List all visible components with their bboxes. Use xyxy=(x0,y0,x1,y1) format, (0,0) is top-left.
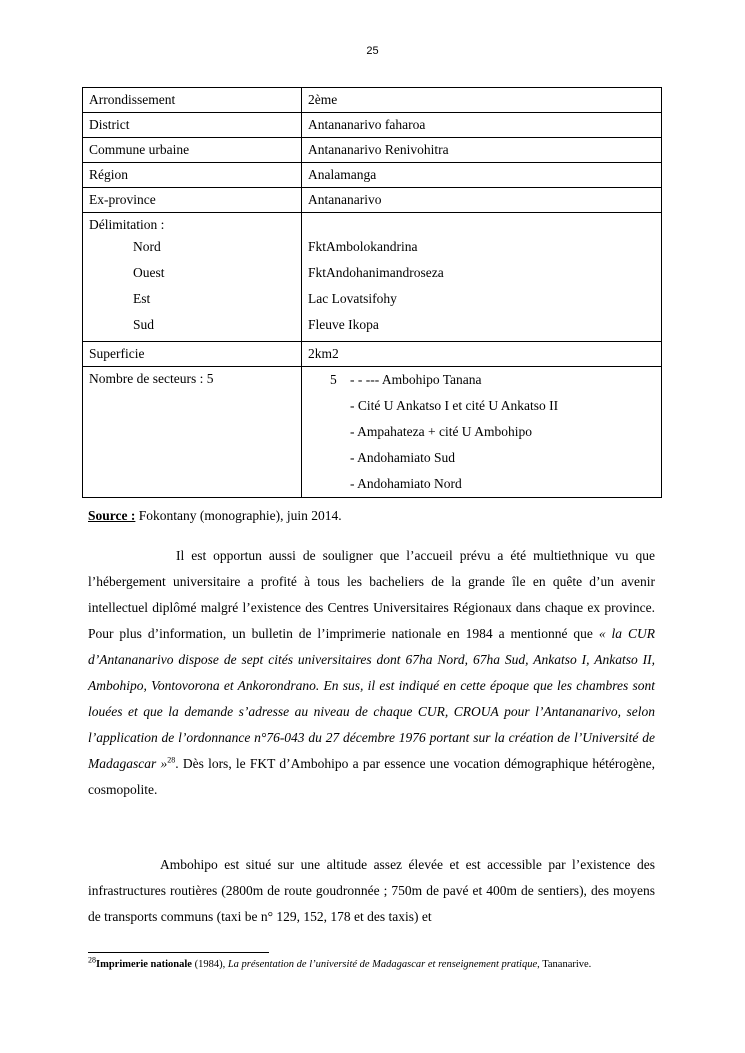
secteur-first: - - --- Ambohipo Tanana xyxy=(350,372,482,387)
paragraph-1-intro: Il est opportun aussi de souligner que l’accueil prévu a été multiethnique vu que l’hébergement universitaire a profité à tous les bacheliers de la grande île en quête d’un avenir intellectuel diplômé malgré l’existence des Centres Universitaires Régionaux dans chaque ex province. Pour plus d’information, un bulletin de l’imprimerie nationale en 1984 a mentionné que xyxy=(88,548,655,641)
table-cell-label: Commune urbaine xyxy=(83,138,302,163)
delimitation-dir: Est xyxy=(133,291,151,306)
table-cell-label: District xyxy=(83,113,302,138)
table-cell-value: Antananarivo faharoa xyxy=(302,113,662,138)
table-row xyxy=(83,113,662,138)
delimitation-heading: Délimitation : xyxy=(89,217,165,232)
secteur-item xyxy=(308,367,655,393)
delimitation-value: FktAndohanimandroseza xyxy=(308,265,444,280)
table-cell-value: Antananarivo Renivohitra xyxy=(302,138,662,163)
paragraph-1 xyxy=(88,543,655,803)
secteurs-label: Nombre de secteurs : 5 xyxy=(83,367,302,498)
delimitation-dir: Ouest xyxy=(133,265,165,280)
table-cell-value: Analamanga xyxy=(302,163,662,188)
secteur-item: - Andohamiato Nord xyxy=(350,476,462,491)
table-row-delimitation xyxy=(83,213,662,342)
delimitation-dir: Nord xyxy=(133,239,161,254)
paragraph-1-outro: . Dès lors, le FKT d’Ambohipo a par essence une vocation démographique hétérogène, cosmopolite. xyxy=(88,756,655,797)
info-table xyxy=(82,87,662,498)
table-cell-label: Arrondissement xyxy=(83,88,302,113)
table-row xyxy=(83,88,662,113)
secteur-count: 5 xyxy=(330,372,337,387)
delimitation-value: FktAmbolokandrina xyxy=(308,239,418,254)
table-cell-label: Superficie xyxy=(83,342,302,367)
footnote xyxy=(88,955,655,972)
table-cell-label: Ex-province xyxy=(83,188,302,213)
source-label: Source : xyxy=(88,508,136,523)
table-cell-value: 2ème xyxy=(302,88,662,113)
footnote-place: , Tananarive. xyxy=(537,959,592,970)
footnote-number: 28 xyxy=(88,955,96,965)
table-row-secteurs xyxy=(83,367,662,498)
delimitation-value: Fleuve Ikopa xyxy=(308,317,379,332)
table-cell-label: Région xyxy=(83,163,302,188)
table-row xyxy=(83,342,662,367)
table-source xyxy=(88,508,342,524)
delimitation-dir: Sud xyxy=(133,317,155,332)
paragraph-1-quote: « la CUR d’Antananarivo dispose de sept cités universitaires dont 67ha Nord, 67ha Sud, Ankatso I, Ankatso II, Ambohipo, Vontovorona et Ankorondrano. En sus, il est indiqué en cette époque que les chambres sont louées et que la demande s’adresse au niveau de chaque CUR, CROUA pour l’Antananarivo, selon l’application de l’ordonnance n°76-043 du 27 décembre 1976 portant sur la création de l’Université de Madagascar » xyxy=(88,626,655,771)
footnote-year: (1984), xyxy=(191,959,228,970)
delimitation-labels xyxy=(83,213,302,342)
delimitation-values xyxy=(302,213,662,342)
footnote-ref[interactable]: 28 xyxy=(167,755,176,765)
table-row xyxy=(83,188,662,213)
delimitation-value: Lac Lovatsifohy xyxy=(308,291,397,306)
table-cell-value: 2km2 xyxy=(302,342,662,367)
page-number: 25 xyxy=(366,45,379,57)
source-text: Fokontany (monographie), juin 2014. xyxy=(135,508,342,523)
table-row xyxy=(83,138,662,163)
footnote-divider xyxy=(88,952,269,953)
secteur-item: - Cité U Ankatso I et cité U Ankatso II xyxy=(350,398,559,413)
table-cell-value: Antananarivo xyxy=(302,188,662,213)
secteurs-list xyxy=(302,367,662,498)
table-row xyxy=(83,163,662,188)
paragraph-2: Ambohipo est situé sur une altitude assez élevée et est accessible par l’existence des infrastructures routières (2800m de route goudronnée ; 750m de pavé et 400m de sentiers), des moyens de transports communs (taxi be n° 129, 152, 178 et des taxis) et xyxy=(88,857,655,924)
footnote-author: Imprimerie nationale xyxy=(96,959,192,970)
footnote-title: La présentation de l’université de Madagascar et renseignement pratique xyxy=(227,959,538,970)
secteur-item: - Ampahateza + cité U Ambohipo xyxy=(350,424,532,439)
secteur-item: - Andohamiato Sud xyxy=(350,450,455,465)
